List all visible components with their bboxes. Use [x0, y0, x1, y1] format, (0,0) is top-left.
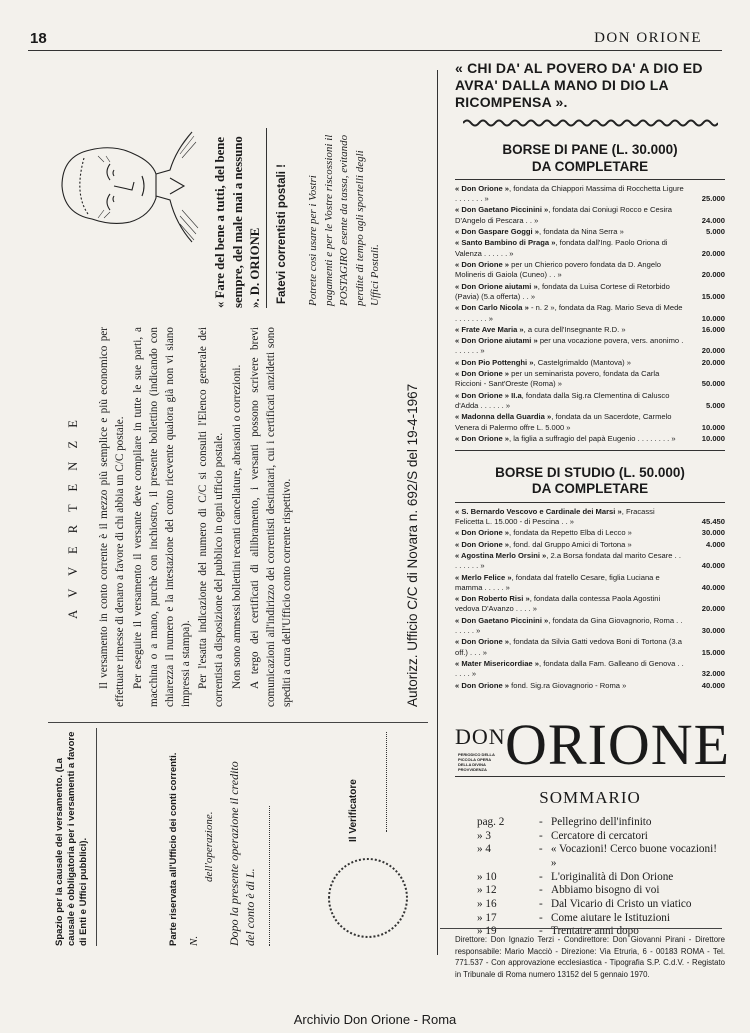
toc-page: » 17: [477, 911, 497, 924]
column-divider: [437, 70, 438, 955]
coupon-causale-note: Spazio per la causale del versamento. (La causale è obbligatoria per i versamenti a favore di Enti e Uffici pubblici).: [54, 728, 97, 946]
list-item: [455, 227, 725, 237]
entry-text: [455, 637, 685, 658]
entry-rest: , fondata da Nina Serra »: [538, 227, 624, 237]
avvertenze-paragraph: Per eseguire il versamento il versante deve compilare in tutte le sue parti, a macchina o a mano, purchè con inchiostro, il presente bollettino (indicando con chiarezza il numero e la intestazione del conto ricevente qualora già non vi siano impressi a stampa).: [131, 327, 192, 707]
avvertenze-paragraph: A tergo dei certificati di allibramento, i versanti possono scrivere brevi comunicazioni all'indirizzo dei correntisti destinatari, cui i certificati anzidetti sono spediti a cura dell'Ufficio conto corrente rispettivo.: [249, 327, 293, 707]
entry-rest: fond. Sig.ra Giovagnorio - Roma »: [509, 680, 627, 690]
section-rule: [455, 179, 725, 180]
entry-name: « Don Pio Pottenghi »: [455, 357, 534, 367]
borse-studio-title: [455, 465, 725, 497]
entry-amount: 5.000: [705, 227, 725, 237]
entry-name: « Don Carlo Nicola »: [455, 303, 529, 313]
authorization-line: Autorizz. Ufficio C/C di Novara n. 692/S del 19-4-1967: [405, 383, 420, 707]
entry-rest: , fondata dalla Sig.ra Clementina di Calusco d'Adda . . . . . . »: [455, 390, 670, 411]
entry-name: « Don Gaetano Piccinini »: [455, 205, 549, 215]
entry-amount: 20.000: [701, 248, 725, 258]
entry-text: [455, 540, 685, 550]
entry-amount: 15.000: [701, 291, 725, 301]
list-item: [455, 325, 725, 335]
avvertenze-paragraph: Il versamento in conto corrente è il mezzo più semplice e più economico per effettuare rimesse di denaro a favore di chi abbia un C/C postale.: [98, 327, 126, 707]
entry-text: [455, 238, 685, 259]
entry-name: « Agostina Merlo Orsini »: [455, 550, 547, 560]
list-item: [455, 551, 725, 572]
list-item: [455, 238, 725, 259]
entry-text: [455, 551, 685, 572]
entry-rest: , Castelgrimaldo (Mantova) »: [533, 357, 631, 367]
entry-name: « Don Orione »: [455, 259, 510, 269]
borse-pane-title-1: BORSE DI PANE (L. 30.000): [502, 142, 678, 158]
entry-amount: 20.000: [701, 357, 725, 367]
toc-sep: -: [539, 897, 543, 910]
entry-name: « Don Orione »: [455, 539, 510, 549]
avvertenze-title: A V V E R T E N Z E: [66, 415, 80, 619]
entry-amount: 5.000: [705, 401, 725, 411]
toc-title: Trentatre anni dopo: [551, 925, 639, 938]
borse-pane-list: [455, 184, 725, 445]
entry-text: [455, 260, 685, 281]
entry-amount: 50.000: [701, 379, 725, 389]
entry-rest: , fondata dai Coniugi Rocco e Cesira D'Angelo di Pescara . . »: [455, 205, 672, 225]
toc-item: [477, 912, 725, 926]
coupon-amount-line: [260, 806, 270, 946]
page-number: 18: [30, 30, 47, 47]
table-of-contents: [477, 816, 725, 939]
borse-studio-title-2: DA COMPLETARE: [531, 481, 649, 497]
toc-page: » 4: [477, 843, 491, 856]
entry-amount: 20.000: [701, 270, 725, 280]
magazine-block: [455, 712, 731, 939]
toc-item: [477, 830, 725, 844]
entry-text: [455, 184, 685, 205]
list-item: [455, 434, 725, 444]
entry-amount: 30.000: [701, 626, 725, 636]
toc-page: » 19: [477, 925, 497, 938]
entry-rest: , fondata da Luisa Cortese di Retorbido (Pavia) (5.a offerta) . . »: [455, 281, 670, 301]
list-item: [455, 184, 725, 205]
don-orione-portrait: [52, 124, 200, 254]
entry-text: [455, 391, 685, 412]
entry-amount: 40.000: [701, 680, 725, 690]
list-item: [455, 205, 725, 226]
entry-amount: 15.000: [701, 647, 725, 657]
credits-rule: [440, 928, 722, 929]
entry-amount: 20.000: [701, 346, 725, 356]
entry-name: « Don Orione »: [455, 528, 510, 538]
entry-text: [455, 434, 685, 444]
entry-amount: 40.000: [701, 582, 725, 592]
toc-title: « Vocazioni! Cerco buone vocazioni! »: [550, 843, 717, 869]
payment-coupon: [48, 722, 428, 952]
toc-title: L'originalità di Don Orione: [551, 870, 674, 883]
toc-title: Dal Vicario di Cristo un viatico: [551, 897, 692, 910]
entry-text: [455, 507, 685, 528]
entry-text: [455, 282, 685, 303]
entry-name: « Frate Ave Maria »: [455, 324, 524, 334]
entry-text: [455, 573, 685, 594]
entry-text: [455, 205, 685, 226]
postagiro-note: Potrete così usare per i Vostri pagamenti e per le Vostre riscossioni il POSTAGIRO esente da tassa, evitando perdite di tempo agli sportelli degli Uffici Postali.: [307, 134, 382, 306]
entry-rest: , fondata da Repetto Elba di Lecco »: [509, 528, 632, 538]
header-rule: [28, 50, 722, 51]
entry-rest: , fondata da Silvia Gatti vedova Boni di Tortona (3.a off.) . . . »: [455, 637, 682, 657]
entry-rest: , fondata dalla contessa Paola Agostini vedova D'Avanzo . . . . »: [455, 594, 661, 614]
entry-name: « Don Orione »: [455, 433, 510, 443]
wave-ornament: [463, 118, 718, 128]
signature-line: [386, 732, 387, 832]
entry-text: [455, 227, 685, 237]
entry-rest: per un seminarista povero, fondata da Carla Riccioni - Sant'Oreste (Roma) »: [455, 369, 660, 389]
sommario-title: SOMMARIO: [539, 788, 641, 807]
coupon-conto-row: [242, 728, 274, 946]
section-rule: [455, 502, 725, 503]
entry-rest: , fondata da un Sacerdote, Carmelo Venera di Palermo offre L. 5.000 »: [455, 412, 672, 432]
list-item: [455, 528, 725, 538]
entry-amount: 10.000: [701, 422, 725, 432]
entry-rest: , fondata da Gina Giovagnorio, Roma . . . . . . . »: [455, 615, 683, 636]
entry-name: « Santo Bambino di Praga »: [455, 238, 556, 248]
right-column: [455, 60, 725, 692]
list-item: [455, 358, 725, 368]
entry-name: « Don Gaspare Goggi »: [455, 227, 539, 237]
entry-amount: 32.000: [701, 669, 725, 679]
toc-sep: -: [539, 870, 543, 883]
avvertenze-block: [62, 327, 422, 707]
list-item: [455, 369, 725, 390]
toc-sep: -: [539, 816, 543, 828]
list-item: [455, 282, 725, 303]
entry-amount: 16.000: [701, 324, 725, 334]
toc-item: [477, 884, 725, 898]
entry-rest: , Fracassi Felicetta L. 15.000 - di Pescina . . »: [455, 506, 655, 526]
toc-item: [477, 816, 725, 830]
entry-text: [455, 369, 685, 390]
entry-rest: , fondata dall'Ing. Paolo Oriona di Valenza . . . . . . »: [455, 238, 668, 258]
entry-text: [455, 616, 685, 637]
toc-title: Pellegrino dell'infinito: [551, 816, 652, 828]
entry-text: [455, 659, 685, 680]
entry-text: [455, 358, 685, 368]
running-title: DON ORIONE: [594, 30, 702, 46]
list-item: [455, 616, 725, 637]
list-item: [455, 336, 725, 357]
entry-rest: , fondata dal fratello Cesare, figlia Luciana e mamma . . . . . »: [455, 572, 660, 592]
entry-rest: , fondata da Chiappori Massima di Rocchetta Ligure . . . . . . . »: [455, 183, 684, 204]
entry-amount: 10.000: [701, 313, 725, 323]
entry-name: « Don Orione »: [455, 369, 510, 379]
toc-sep: -: [539, 925, 543, 938]
entry-amount: 4.000: [705, 539, 725, 549]
list-item: [455, 540, 725, 550]
entry-name: « Mater Misericordiae »: [455, 659, 539, 669]
toc-sep: -: [538, 843, 543, 856]
quote-area: [48, 62, 428, 312]
list-item: [455, 303, 725, 324]
toc-item: [477, 871, 725, 885]
entry-rest: per un Chierico povero fondata da D. Angelo Molineris di Gaiola (Cuneo) . . »: [455, 259, 661, 280]
entry-name: « Merlo Felice »: [455, 572, 512, 582]
list-item: [455, 681, 725, 691]
entry-name: « Don Orione aiutami »: [455, 336, 538, 346]
entry-amount: 10.000: [701, 433, 725, 443]
toc-sep: -: [539, 829, 543, 842]
toc-title: Cercatore di cercatori: [551, 829, 648, 842]
entry-amount: 24.000: [701, 215, 725, 225]
list-item: [455, 573, 725, 594]
entry-rest: , a cura dell'Insegnante R.D. »: [523, 324, 626, 334]
toc-sep: -: [539, 884, 543, 897]
entry-rest: per una vocazione povera, vers. anonimo . . . . . . . »: [455, 336, 684, 356]
postmark-circle: [328, 858, 408, 938]
logo-subtitle: PERIODICO DELLA PICCOLA OPERA DELLA DIVINA PROVVIDENZA: [458, 752, 495, 772]
entry-text: [455, 528, 685, 538]
entry-name: « Don Orione »: [455, 637, 510, 647]
postal-form-area: [48, 62, 428, 952]
coupon-verifier-label: Il Verificatore: [348, 779, 359, 842]
toc-item: [477, 898, 725, 912]
coupon-operation-label: dell'operazione.: [203, 811, 215, 882]
list-item: [455, 637, 725, 658]
entry-rest: , fondata dalla Fam. Galleano di Genova . . . . . . »: [455, 659, 684, 679]
entry-amount: 40.000: [701, 561, 725, 571]
toc-item: [477, 843, 725, 870]
coupon-dopo-text: Dopo la presente operazione il credito: [227, 761, 241, 946]
borse-studio-title-1: BORSE DI STUDIO (L. 50.000): [495, 465, 685, 481]
postal-form-rotated: [48, 62, 428, 952]
entry-text: [455, 412, 685, 433]
don-orione-logo: [455, 712, 731, 780]
fatevi-correntisti: Fatevi correntisti postali !: [276, 164, 288, 304]
entry-text: [455, 594, 685, 615]
toc-title: Come aiutare le Istituzioni: [551, 911, 670, 924]
toc-page: » 3: [477, 829, 491, 842]
entry-amount: 20.000: [701, 604, 725, 614]
borse-pane-title-2: DA COMPLETARE: [531, 158, 649, 174]
coupon-reserved-label: Parte riservata all'Ufficio dei conti correnti.: [168, 752, 179, 946]
coupon-conto-text: del conto è di L.: [243, 868, 258, 946]
section-rule: [455, 450, 725, 451]
entry-text: [455, 336, 685, 357]
coupon-n-label: N.: [188, 935, 200, 946]
list-item: [455, 391, 725, 412]
entry-text: [455, 681, 685, 691]
entry-amount: 25.000: [701, 194, 725, 204]
avvertenze-paragraph: Per l'esatta indicazione del numero di C/C si consulti l'Elenco generale dei correntisti a disposizione del pubblico in ogni ufficio postale.: [197, 327, 226, 707]
logo-don: DON: [455, 724, 506, 749]
toc-page: » 16: [477, 897, 497, 910]
entry-name: « Don Orione » II.a: [455, 390, 522, 400]
toc-page: pag. 2: [477, 816, 505, 828]
entry-amount: 45.450: [701, 516, 725, 526]
list-item: [455, 594, 725, 615]
quote-rule: [266, 128, 267, 308]
logo-orione: ORIONE: [505, 712, 731, 777]
avvertenze-paragraph: Non sono ammessi bollettini recanti cancellature, abrasioni o correzioni.: [231, 364, 244, 689]
orione-quote: « Fare del bene a tutti, del bene sempre, del male mai a nessuno ». D. ORIONE: [213, 136, 263, 308]
entry-name: « Don Orione »: [455, 183, 510, 193]
list-item: [455, 260, 725, 281]
list-item: [455, 659, 725, 680]
entry-name: « S. Bernardo Vescovo e Cardinale dei Marsi »: [455, 506, 622, 516]
entry-text: [455, 325, 685, 335]
toc-title: Abbiamo bisogno di voi: [551, 884, 660, 897]
archive-footer: Archivio Don Orione - Roma: [293, 1012, 457, 1027]
entry-rest: , fond. dal Gruppo Amici di Tortona »: [509, 539, 632, 549]
entry-text: [455, 303, 685, 324]
logo-rule: [455, 776, 725, 777]
borse-pane-title: [455, 142, 725, 174]
toc-page: » 12: [477, 884, 497, 897]
list-item: [455, 507, 725, 528]
list-item: [455, 412, 725, 433]
borse-studio-list: [455, 507, 725, 691]
toc-sep: -: [539, 911, 543, 924]
coupon-credit-note: [226, 728, 275, 946]
entry-name: « Madonna della Guardia »: [455, 412, 552, 422]
entry-rest: , 2.a Borsa fondata dal marito Cesare . . . . . . . . »: [455, 550, 681, 571]
entry-amount: 30.000: [701, 528, 725, 538]
entry-rest: - n. 2 », fondata da Rag. Mario Seva di Mede . . . . . . . . »: [455, 303, 683, 323]
headline: « CHI DA' AL POVERO DA' A DIO ED AVRA' DALLA MANO DI DIO LA RICOMPENSA ».: [455, 60, 703, 110]
entry-name: « Don Gaetano Piccinini »: [455, 615, 549, 625]
toc-page: » 10: [477, 870, 497, 883]
entry-name: « Don Orione aiutami »: [455, 281, 538, 291]
masthead-credits: Direttore: Don Ignazio Terzi - Condirettore: Don Giovanni Pirani - Direttore responsabile: Mario Macciò - Direzione: Via Etruria, 6 - 00183 ROMA - Tel. 771.537 - Con approvazione ecclesiastica - Tipografia S.P. C.d.V. - Registato in Tribunale di Roma numero 13152 del 5 gennaio 1970.: [455, 935, 725, 980]
entry-name: « Don Roberto Risi »: [455, 594, 530, 604]
entry-name: « Don Orione »: [455, 680, 510, 690]
entry-rest: , la figlia a suffragio del papà Eugenio . . . . . . . . »: [509, 433, 676, 443]
